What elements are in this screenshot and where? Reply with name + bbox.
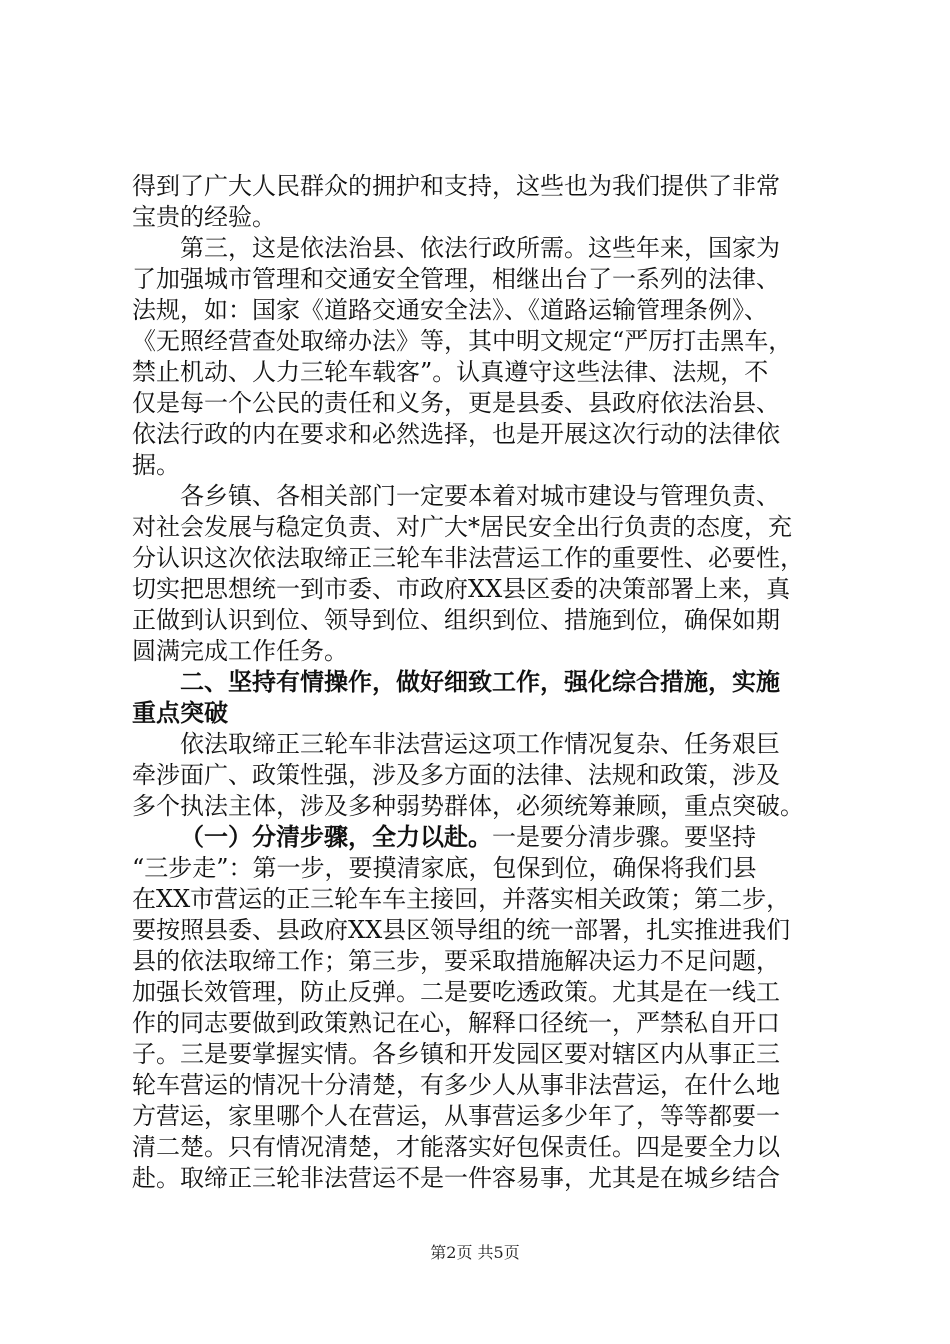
paragraph-line: 宝贵的经验。: [132, 203, 276, 231]
paragraph-line: 仅是每一个公民的责任和义务，更是县委、县政府依法治县、: [132, 389, 780, 417]
paragraph-line: 多个执法主体，涉及多种弱势群体，必须统筹兼顾，重点突破。: [132, 792, 804, 820]
paragraph-line: 了加强城市管理和交通安全管理，相继出台了一系列的法律、: [132, 265, 780, 293]
paragraph-line: 牵涉面广、政策性强，涉及多方面的法律、法规和政策，涉及: [132, 761, 780, 789]
paragraph-line: 子。三是要掌握实情。各乡镇和开发园区要对辖区内从事正三: [132, 1040, 780, 1068]
paragraph-line: 作的同志要做到政策熟记在心，解释口径统一，严禁私自开口: [132, 1009, 780, 1037]
paragraph-line: 轮车营运的情况十分清楚，有多少人从事非法营运，在什么地: [132, 1071, 780, 1099]
paragraph-line: 第三，这是依法治县、依法行政所需。这些年来，国家为: [180, 234, 780, 262]
paragraph-line: 正做到认识到位、领导到位、组织到位、措施到位，确保如期: [132, 606, 780, 634]
paragraph-line: “三步走”：第一步，要摸清家底，包保到位，确保将我们县: [132, 854, 757, 882]
paragraph-line: 圆满完成工作任务。: [132, 637, 348, 665]
page-footer: 第2页 共5页: [430, 1243, 520, 1262]
paragraph-line: 加强长效管理，防止反弹。二是要吃透政策。尤其是在一线工: [132, 978, 780, 1006]
paragraph-line: 《无照经营查处取缔办法》等，其中明文规定“严厉打击黑车，: [132, 327, 793, 355]
paragraph-line: 得到了广大人民群众的拥护和支持，这些也为我们提供了非常: [132, 172, 780, 200]
paragraph-line: 分认识这次依法取缔正三轮车非法营运工作的重要性、必要性，: [132, 544, 804, 572]
paragraph-line: 要按照县委、县政府XX县区领导组的统一部署，扎实推进我们: [132, 916, 791, 944]
paragraph-line: 禁止机动、人力三轮车载客”。认真遵守这些法律、法规，不: [132, 358, 769, 386]
paragraph-line: 对社会发展与稳定负责、对广大*居民安全出行负责的态度，充: [132, 513, 792, 541]
paragraph-line: 法规，如：国家《道路交通安全法》、《道路运输管理条例》、: [132, 296, 768, 324]
section-heading-line: 重点突破: [132, 699, 228, 727]
paragraph-line: 切实把思想统一到市委、市政府XX县区委的决策部署上来，真: [132, 575, 791, 603]
paragraph-line: 赴。取缔正三轮非法营运不是一件容易事，尤其是在城乡结合: [132, 1164, 780, 1192]
paragraph-line: 县的依法取缔工作；第三步，要采取措施解决运力不足问题，: [132, 947, 780, 975]
paragraph-line: 方营运，家里哪个人在营运，从事营运多少年了，等等都要一: [132, 1102, 780, 1130]
paragraph-line: 各乡镇、各相关部门一定要本着对城市建设与管理负责、: [180, 482, 780, 510]
paragraph-line: 据。: [132, 451, 180, 479]
subheading-run: （一）分清步骤，全力以赴。: [180, 823, 492, 851]
section-heading-line: 二、坚持有情操作，做好细致工作，强化综合措施，实施: [180, 668, 780, 696]
paragraph-run: 一是要分清步骤。要坚持: [492, 823, 756, 851]
document-body: [132, 171, 832, 1194]
paragraph-line: 在XX市营运的正三轮车车主接回，并落实相关政策；第二步，: [132, 885, 791, 913]
paragraph-line: 依法行政的内在要求和必然选择，也是开展这次行动的法律依: [132, 420, 780, 448]
paragraph-line: [132, 822, 832, 853]
paragraph-line: 清二楚。只有情况清楚，才能落实好包保责任。四是要全力以: [132, 1133, 780, 1161]
paragraph-line: 依法取缔正三轮车非法营运这项工作情况复杂、任务艰巨: [180, 730, 780, 758]
